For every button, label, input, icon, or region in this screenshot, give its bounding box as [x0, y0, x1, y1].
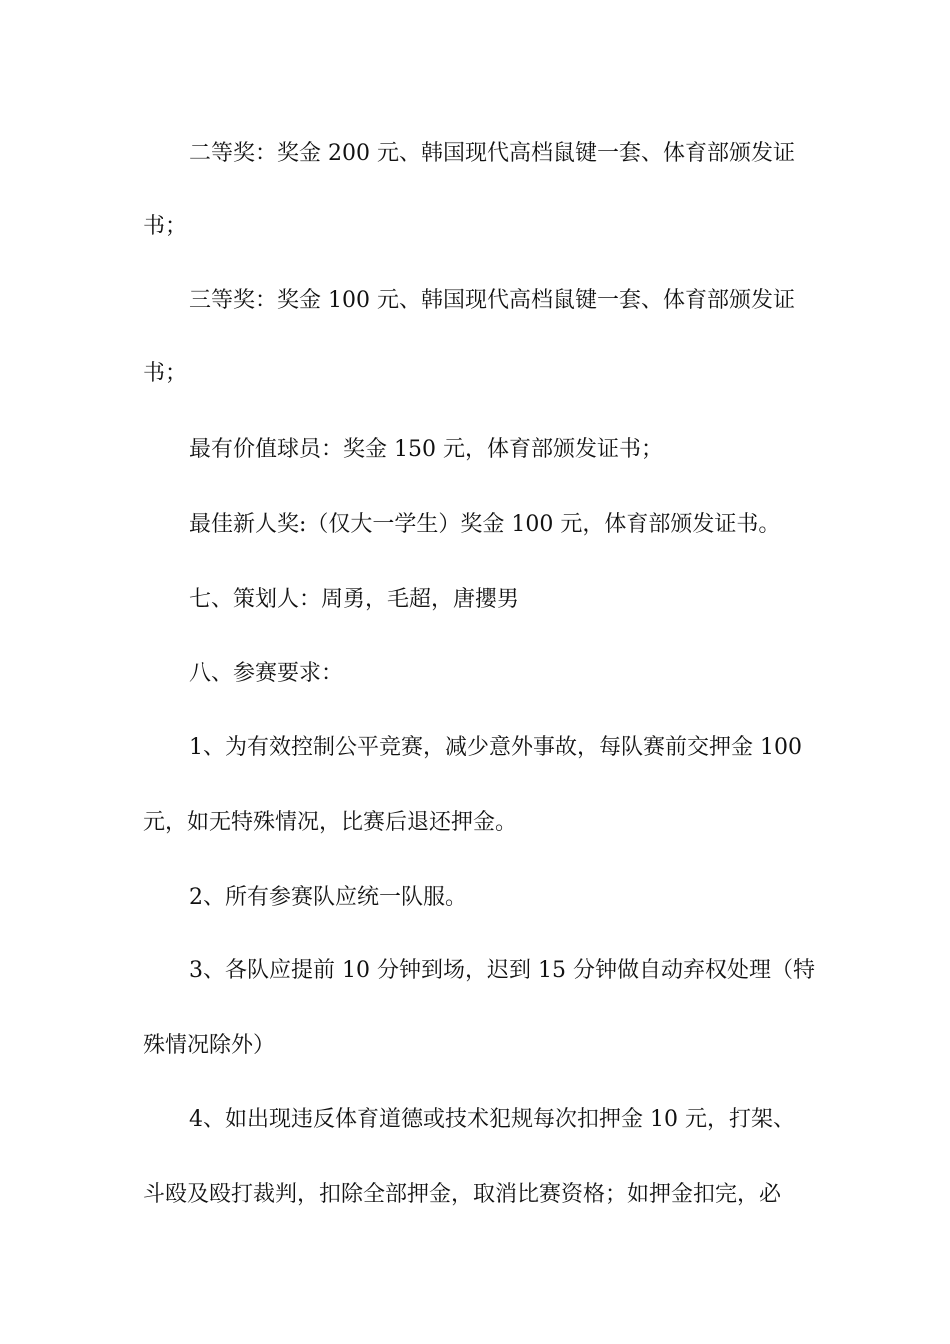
- paragraph-third-prize: 三等奖：奖金 100 元、韩国现代高档鼠键一套、体育部颁发证: [189, 288, 795, 313]
- paragraph-best-rookie: 最佳新人奖:（仅大一学生）奖金 100 元，体育部颁发证书。: [189, 512, 781, 537]
- requirement-1-continued: 元，如无特殊情况，比赛后退还押金。: [143, 810, 518, 835]
- requirement-1: 1、为有效控制公平竞赛，减少意外事故，每队赛前交押金 100: [189, 735, 802, 760]
- paragraph-third-prize-continued: 书；: [143, 361, 188, 386]
- paragraph-second-prize-continued: 书；: [143, 214, 188, 239]
- section-heading-requirements: 八、参赛要求：: [189, 661, 344, 686]
- paragraph-second-prize: 二等奖：奖金 200 元、韩国现代高档鼠键一套、体育部颁发证: [189, 141, 795, 166]
- requirement-3: 3、各队应提前 10 分钟到场，迟到 15 分钟做自动弃权处理（特: [189, 958, 815, 983]
- requirement-4: 4、如出现违反体育道德或技术犯规每次扣押金 10 元，打架、: [189, 1107, 795, 1132]
- section-heading-planners: 七、策划人：周勇，毛超，唐攖男: [189, 587, 520, 612]
- requirement-3-continued: 殊情况除外）: [143, 1033, 276, 1058]
- paragraph-mvp: 最有价值球员：奖金 150 元，体育部颁发证书；: [189, 437, 663, 462]
- requirement-4-continued: 斗殴及殴打裁判，扣除全部押金，取消比赛资格；如押金扣完，必: [143, 1182, 782, 1207]
- requirement-2: 2、所有参赛队应统一队服。: [189, 885, 467, 910]
